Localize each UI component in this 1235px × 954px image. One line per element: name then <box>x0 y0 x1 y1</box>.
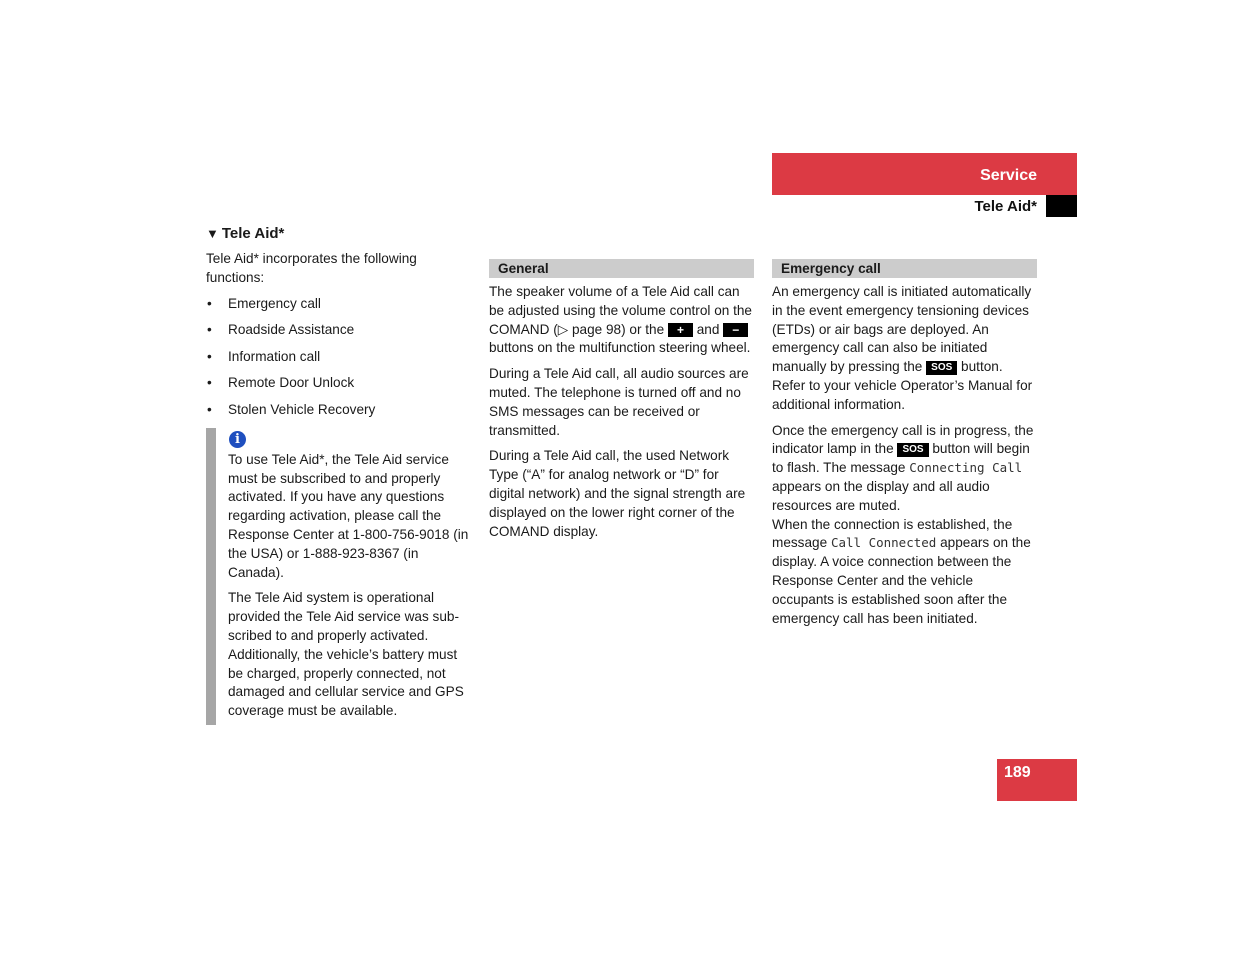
functions-list <box>206 295 471 420</box>
text-span: ) or the <box>621 321 668 337</box>
text-span: When the connection is established, the message <box>772 516 1013 551</box>
section-title: Tele Aid* <box>974 198 1037 215</box>
section-heading <box>206 224 471 244</box>
text-span: The speaker volume of a Tele Aid call can be adjusted using the volume control on the COMAND ( <box>489 284 752 337</box>
chapter-header <box>772 153 1077 195</box>
display-message: Call Connected <box>830 535 937 551</box>
page-reference: ▷ page 98 <box>557 321 622 337</box>
section-marker-block <box>1046 195 1077 217</box>
list-item: • Information call <box>206 348 471 367</box>
text-span: appears on the display. A voice connection between the Response Center and the vehicle occupants is established soon after the emergency call has been initiated. <box>772 535 1031 626</box>
page-number-box <box>997 759 1077 801</box>
list-item: • Stolen Vehicle Recovery <box>206 401 471 420</box>
text-span: Once the emergency call is in progress, the indicator lamp in the <box>772 422 1034 457</box>
subsection-heading-general: General <box>489 259 754 278</box>
sos-key-icon: SOS <box>897 443 928 457</box>
subsection-heading-emergency: Emergency call <box>772 259 1037 278</box>
section-heading-text: Tele Aid* <box>221 225 285 242</box>
list-item: • Remote Door Unlock <box>206 374 471 393</box>
column-general <box>489 259 754 548</box>
text-span: button. Refer to your vehicle Operator’s Manual for additional information. <box>772 359 1033 412</box>
text-span: buttons on the multifunction steering wheel. <box>489 340 751 356</box>
text-span: appears on the display and all audio resources are muted. <box>772 478 990 513</box>
note-bar <box>206 428 216 725</box>
section-header <box>772 195 1077 217</box>
emergency-paragraph-2 <box>772 422 1037 516</box>
list-item: • Roadside Assistance <box>206 321 471 340</box>
column-tele-aid <box>206 224 471 721</box>
chapter-title: Service <box>980 167 1037 184</box>
triangle-down-icon: ▼ <box>206 226 219 241</box>
column-emergency <box>772 259 1037 635</box>
display-message: Connecting Call <box>909 460 1023 476</box>
plus-key-icon: + <box>668 323 693 337</box>
text-span: and <box>692 321 724 337</box>
info-icon: i <box>229 431 246 448</box>
list-item: • Emergency call <box>206 295 471 314</box>
general-paragraph-1 <box>489 283 754 358</box>
page-number: 189 <box>1004 764 1031 781</box>
sos-key-icon: SOS <box>926 361 957 375</box>
emergency-paragraph-1 <box>772 283 1037 415</box>
note-paragraph: To use Tele Aid*, the Tele Aid service must be subscribed to and properly activated. If you have any questions regarding activation, please call the Response Center at 1-800-756-9018 (in the USA) or 1-888-923-8367 (in Canada). <box>228 451 469 580</box>
general-paragraph-3: During a Tele Aid call, the used Network Type (“A” for analog network or “D” for digital network) and the signal strength are displayed on the lower right corner of the COMAND display. <box>489 448 746 539</box>
minus-key-icon: − <box>723 323 748 337</box>
note-paragraph: The Tele Aid system is operational provided the Tele Aid service was sub-scribed to and properly activated. Additionally, the vehicle’s battery must be charged, properly connected, not damaged and cellular service and GPS coverage must be available. <box>228 590 464 719</box>
emergency-paragraph-3 <box>772 516 1037 629</box>
info-note <box>206 428 471 721</box>
text-span: button will begin to flash. The message <box>772 441 1030 476</box>
intro-text: Tele Aid* incorporates the following functions: <box>206 251 417 285</box>
text-span: An emergency call is initiated automatically in the event emergency tensioning devices (ETDs) or air bags are deployed. An emergency call can also be initiated manually by pressing the <box>772 284 1032 375</box>
general-paragraph-2: During a Tele Aid call, all audio sources are muted. The telephone is turned off and no SMS messages can be received or transmitted. <box>489 366 749 438</box>
